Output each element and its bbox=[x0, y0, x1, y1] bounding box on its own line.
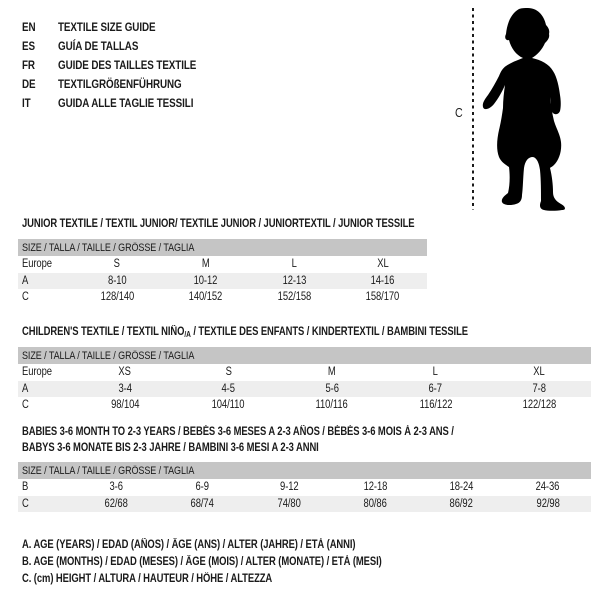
language-title bbox=[58, 20, 177, 34]
cell-text: 152/158 bbox=[277, 291, 312, 304]
cell-text: 18-24 bbox=[449, 481, 474, 494]
measurement-legend bbox=[22, 536, 461, 587]
cell-text: 10-12 bbox=[193, 274, 218, 287]
table-row bbox=[18, 364, 591, 381]
row-label-cell bbox=[18, 366, 73, 378]
cell-text: 7-8 bbox=[532, 382, 546, 395]
title-pre: CHILDREN'S TEXTILE / TEXTIL NIÑO bbox=[22, 326, 185, 338]
legend-line-b bbox=[22, 553, 461, 570]
cell-text: M bbox=[201, 258, 210, 271]
table-cell bbox=[280, 383, 384, 395]
table-cell bbox=[280, 366, 384, 378]
cell-text: C bbox=[22, 497, 29, 510]
cell-text: 104/110 bbox=[211, 399, 245, 412]
table-cell bbox=[418, 481, 504, 493]
language-title-list bbox=[22, 17, 227, 112]
babies-title-line2 bbox=[22, 440, 549, 456]
table-cell bbox=[250, 258, 339, 270]
table-cell bbox=[177, 366, 281, 378]
cell-text: 98/104 bbox=[110, 399, 139, 412]
junior-size-table bbox=[18, 239, 427, 306]
cell-text: 8-10 bbox=[107, 274, 127, 287]
cell-text: 86/92 bbox=[449, 497, 474, 510]
table-row bbox=[18, 273, 427, 290]
language-title-text: GUIDA ALLE TAGLIE TESSILI bbox=[58, 95, 194, 110]
cell-text: 24-36 bbox=[535, 481, 560, 494]
height-measure-label-text: C bbox=[455, 105, 463, 120]
cell-text: 12-13 bbox=[282, 274, 307, 287]
language-code bbox=[22, 20, 58, 34]
cell-text: 128/140 bbox=[100, 291, 135, 304]
language-title bbox=[58, 96, 223, 110]
legend-line-c bbox=[22, 570, 461, 587]
table-cell bbox=[159, 481, 245, 493]
language-title-text: GUÍA DE TALLAS bbox=[58, 38, 139, 53]
language-code bbox=[22, 39, 58, 53]
babies-title-line1-text: BABIES 3-6 MONTH TO 2-3 YEARS / BEBÉS 3-6 MESES A 2-3 AÑOS / BÉBÉS 3-6 MOIS À 2-3 ANS / bbox=[22, 426, 454, 438]
babies-title-line2-text: BABYS 3-6 MONATE BIS 2-3 JAHRE / BAMBINI 3-6 MESI A 2-3 ANNI bbox=[22, 442, 319, 454]
children-table-title-text bbox=[22, 324, 468, 343]
cell-text: 6-7 bbox=[428, 382, 443, 395]
cell-text: 3-4 bbox=[118, 382, 132, 395]
table-row bbox=[18, 397, 591, 414]
table-row bbox=[18, 256, 427, 273]
language-row-it bbox=[22, 93, 227, 112]
row-label-cell bbox=[18, 291, 73, 303]
language-row-de bbox=[22, 74, 227, 93]
height-measure-label bbox=[455, 105, 464, 120]
table-row bbox=[18, 496, 591, 513]
size-header-text: SIZE / TALLA / TAILLE / GRÖSSE / TAGLIA bbox=[22, 241, 195, 254]
row-label-cell bbox=[18, 481, 73, 493]
row-label-cell bbox=[18, 498, 73, 510]
cell-text: M bbox=[328, 366, 336, 379]
language-title bbox=[58, 39, 156, 53]
table-row bbox=[18, 381, 591, 398]
cell-text: S bbox=[114, 258, 121, 271]
cell-text: S bbox=[225, 366, 232, 379]
table-row bbox=[18, 289, 427, 306]
junior-table-title bbox=[22, 216, 501, 232]
language-code-text: IT bbox=[22, 95, 31, 110]
language-code-text: DE bbox=[22, 76, 36, 91]
table-cell bbox=[250, 291, 339, 303]
language-row-en bbox=[22, 17, 227, 36]
table-cell bbox=[280, 399, 384, 411]
table-cell bbox=[177, 383, 281, 395]
table-row bbox=[18, 479, 591, 496]
table-cell bbox=[250, 275, 339, 287]
language-code bbox=[22, 96, 58, 110]
table-cell bbox=[332, 481, 418, 493]
legend-line-c-text: C. (cm) HEIGHT / ALTURA / HAUTEUR / HÖHE / ALTEZZA bbox=[22, 572, 273, 585]
table-cell bbox=[73, 258, 162, 270]
table-cell bbox=[339, 291, 428, 303]
cell-text: Europe bbox=[22, 366, 52, 379]
cell-text: C bbox=[22, 399, 29, 412]
table-cell bbox=[159, 498, 245, 510]
title-subscript: /A bbox=[184, 330, 191, 339]
table-cell bbox=[246, 481, 332, 493]
cell-text: 140/152 bbox=[188, 291, 223, 304]
table-cell bbox=[487, 366, 591, 378]
language-row-es bbox=[22, 36, 227, 55]
cell-text: A bbox=[22, 274, 29, 287]
cell-text: 80/86 bbox=[363, 497, 387, 510]
cell-text: C bbox=[22, 291, 29, 304]
cell-text: 116/122 bbox=[419, 399, 452, 412]
table-cell bbox=[162, 291, 251, 303]
language-title-text: TEXTILGRÖßENFÜHRUNG bbox=[58, 76, 182, 91]
table-cell bbox=[339, 275, 428, 287]
language-row-fr bbox=[22, 55, 227, 74]
babies-title-line1 bbox=[22, 424, 549, 440]
cell-text: B bbox=[22, 481, 29, 494]
babies-size-table bbox=[18, 462, 591, 512]
size-header-text: SIZE / TALLA / TAILLE / GRÖSSE / TAGLIA bbox=[22, 464, 195, 477]
cell-text: 3-6 bbox=[109, 481, 123, 494]
language-title bbox=[58, 77, 209, 91]
row-label-cell bbox=[18, 275, 73, 287]
legend-line-a bbox=[22, 536, 461, 553]
table-cell bbox=[73, 275, 162, 287]
table-cell bbox=[73, 481, 159, 493]
language-code bbox=[22, 58, 58, 72]
children-table-title bbox=[22, 324, 566, 343]
cell-text: 62/68 bbox=[104, 497, 128, 510]
children-size-table bbox=[18, 347, 591, 414]
cell-text: A bbox=[22, 382, 29, 395]
row-label-cell bbox=[18, 258, 73, 270]
height-measure-dotted-line bbox=[472, 8, 474, 210]
cell-text: 9-12 bbox=[279, 481, 299, 494]
cell-text: L bbox=[291, 258, 297, 271]
table-cell bbox=[384, 383, 488, 395]
size-header-bar bbox=[18, 462, 591, 479]
cell-text: 158/170 bbox=[365, 291, 400, 304]
language-code bbox=[22, 77, 58, 91]
cell-text: 5-6 bbox=[325, 382, 339, 395]
cell-text: 68/74 bbox=[190, 497, 215, 510]
table-cell bbox=[73, 399, 177, 411]
table-cell bbox=[177, 399, 281, 411]
language-title-text: GUIDE DES TAILLES TEXTILE bbox=[58, 57, 197, 72]
language-code-text: EN bbox=[22, 19, 36, 34]
table-cell bbox=[487, 399, 591, 411]
legend-line-b-text: B. AGE (MONTHS) / EDAD (MESES) / ÂGE (MOIS) / ALTER (MONATE) / ETÀ (MESI) bbox=[22, 555, 382, 568]
cell-text: XL bbox=[533, 366, 545, 379]
cell-text: 122/128 bbox=[522, 399, 556, 412]
table-cell bbox=[418, 498, 504, 510]
language-title bbox=[58, 58, 227, 72]
babies-table-title bbox=[22, 424, 549, 456]
table-cell bbox=[162, 275, 251, 287]
cell-text: 6-9 bbox=[195, 481, 210, 494]
table-cell bbox=[73, 498, 159, 510]
row-label-cell bbox=[18, 383, 73, 395]
cell-text: 92/98 bbox=[536, 497, 560, 510]
size-header-bar bbox=[18, 239, 427, 256]
table-cell bbox=[384, 399, 488, 411]
junior-table-title-text: JUNIOR TEXTILE / TEXTIL JUNIOR/ TEXTILE JUNIOR / JUNIORTEXTIL / JUNIOR TESSILE bbox=[22, 218, 415, 230]
legend-line-a-text: A. AGE (YEARS) / EDAD (AÑOS) / ÂGE (ANS) / ALTER (JAHRE) / ETÀ (ANNI) bbox=[22, 538, 356, 551]
language-title-text: TEXTILE SIZE GUIDE bbox=[58, 19, 156, 34]
table-cell bbox=[162, 258, 251, 270]
language-code-text: ES bbox=[22, 38, 35, 53]
cell-text: 74/80 bbox=[277, 497, 301, 510]
language-code-text: FR bbox=[22, 57, 35, 72]
table-cell bbox=[73, 291, 162, 303]
size-header-text: SIZE / TALLA / TAILLE / GRÖSSE / TAGLIA bbox=[22, 349, 195, 362]
table-cell bbox=[73, 383, 177, 395]
cell-text: 14-16 bbox=[370, 274, 395, 287]
table-cell bbox=[339, 258, 428, 270]
table-cell bbox=[505, 481, 591, 493]
table-cell bbox=[332, 498, 418, 510]
table-cell bbox=[73, 366, 177, 378]
cell-text: 110/116 bbox=[315, 399, 349, 412]
table-cell bbox=[384, 366, 488, 378]
table-cell bbox=[487, 383, 591, 395]
cell-text: 4-5 bbox=[221, 382, 236, 395]
size-header-bar bbox=[18, 347, 591, 364]
cell-text: Europe bbox=[22, 258, 52, 271]
row-label-cell bbox=[18, 399, 73, 411]
cell-text: XL bbox=[377, 258, 389, 271]
title-post: / TEXTILE DES ENFANTS / KINDERTEXTIL / BAMBINI TESSILE bbox=[190, 326, 468, 338]
cell-text: L bbox=[432, 366, 439, 379]
table-cell bbox=[505, 498, 591, 510]
cell-text: XS bbox=[118, 366, 132, 379]
table-cell bbox=[246, 498, 332, 510]
cell-text: 12-18 bbox=[363, 481, 388, 494]
